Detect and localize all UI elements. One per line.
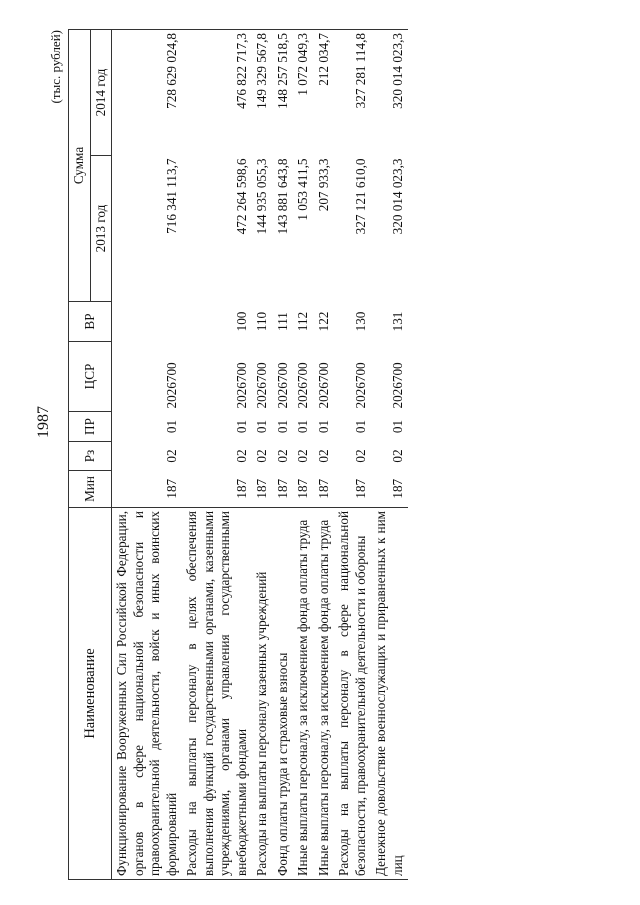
- row-rz: 02: [274, 449, 290, 463]
- row-min: 187: [233, 478, 249, 499]
- header-row: [69, 30, 91, 880]
- row-vr: 100: [233, 311, 249, 332]
- table-row: [252, 30, 273, 880]
- row-2014: 728 629 024,8: [112, 30, 183, 156]
- row-rz: 02: [389, 449, 405, 463]
- row-2014: 148 257 518,5: [273, 30, 294, 156]
- row-pr: 01: [315, 419, 331, 434]
- row-pr: 01: [389, 419, 405, 434]
- row-csr: 2026700: [233, 362, 249, 409]
- header-pr: ПР: [69, 412, 112, 442]
- row-rz: 02: [163, 449, 179, 463]
- row-rz: 02: [233, 449, 249, 463]
- header-2014: 2014 год: [90, 30, 112, 156]
- row-2014: 149 329 567,8: [252, 30, 273, 156]
- row-2013: 327 121 610,0: [352, 158, 368, 235]
- row-name: Расходы на выплаты персоналу в сфере национальной безопасности, правоохранительной деятельности и обороны: [334, 508, 371, 880]
- row-csr: 2026700: [274, 362, 290, 409]
- row-min: 187: [274, 478, 290, 499]
- table-row: [273, 30, 294, 880]
- row-min: 187: [315, 478, 331, 499]
- rotated-page-content: [48, 30, 568, 880]
- header-sum: Сумма: [69, 30, 91, 302]
- row-name: Фонд оплаты труда и страховые взносы: [273, 508, 294, 880]
- row-rz: 02: [295, 449, 310, 463]
- row-min: 187: [352, 478, 368, 499]
- row-pr: 01: [352, 419, 368, 434]
- row-vr: 130: [352, 311, 368, 332]
- row-2014: 320 014 023,3: [371, 30, 408, 156]
- header-rz: Рз: [69, 442, 112, 471]
- row-min: 187: [389, 478, 405, 499]
- row-2013: 1 053 411,5: [295, 158, 310, 221]
- row-2013: 320 014 023,3: [389, 158, 405, 235]
- row-vr: [112, 302, 183, 342]
- row-vr: 111: [274, 312, 290, 331]
- table-row: [182, 30, 252, 880]
- row-pr: 01: [254, 419, 269, 434]
- row-csr: 2026700: [254, 362, 269, 409]
- row-csr: 2026700: [352, 362, 368, 409]
- row-vr: 112: [295, 311, 310, 332]
- header-2013: 2013 год: [90, 156, 112, 302]
- row-2014: 212 034,7: [314, 30, 335, 156]
- row-pr: 01: [233, 419, 249, 434]
- budget-table: [68, 29, 408, 880]
- row-name: Иные выплаты персоналу, за исключением фонда оплаты труда: [293, 508, 314, 880]
- row-vr: 131: [389, 311, 405, 332]
- row-csr: 2026700: [295, 362, 310, 409]
- row-vr: 110: [254, 311, 269, 332]
- header-vr: ВР: [69, 302, 112, 342]
- header-name: Наименование: [69, 508, 112, 880]
- header-min: Мин: [69, 471, 112, 508]
- row-name: Расходы на выплаты персоналу казенных учреждений: [252, 508, 273, 880]
- row-min: 187: [295, 478, 310, 499]
- row-rz: 02: [315, 449, 331, 463]
- row-csr: 2026700: [315, 362, 331, 409]
- table-row: [293, 30, 314, 880]
- table-row: [314, 30, 335, 880]
- header-csr: ЦСР: [69, 342, 112, 412]
- row-min: 187: [254, 478, 269, 499]
- row-vr: 122: [315, 311, 331, 332]
- page-number: 1987: [35, 406, 52, 438]
- row-name: Расходы на выплаты персоналу в целях обеспечения выполнения функций государственными органами, казенными учреждениями, органами управления государственными внебюджетными фондами: [182, 508, 252, 880]
- row-2014: 1 072 049,3: [293, 30, 314, 156]
- row-name: Иные выплаты персоналу, за исключением фонда оплаты труда: [314, 508, 335, 880]
- row-2013: 472 264 598,6: [233, 158, 249, 235]
- row-2013: 144 935 055,3: [254, 158, 269, 235]
- row-name: Денежное довольствие военнослужащих и приравненных к ним лиц: [371, 508, 408, 880]
- row-2013: 207 933,3: [315, 158, 331, 212]
- row-min: 187: [163, 478, 179, 499]
- row-rz: 02: [352, 449, 368, 463]
- row-csr: 2026700: [389, 362, 405, 409]
- row-csr: 2026700: [163, 362, 179, 409]
- row-2013: 143 881 643,8: [274, 158, 290, 235]
- row-pr: 01: [295, 419, 310, 434]
- row-name: Функционирование Вооруженных Сил Российской Федерации, органов в сфере национальной безопасности и правоохранительной деятельности, войск и иных воинских формирований: [112, 508, 183, 880]
- row-rz: 02: [254, 449, 269, 463]
- row-pr: 01: [163, 419, 179, 434]
- row-2013: 716 341 113,7: [163, 158, 179, 234]
- row-pr: 01: [274, 419, 290, 434]
- row-2014: 327 281 114,8: [334, 30, 371, 156]
- table-row: [371, 30, 408, 880]
- table-row: [112, 30, 183, 880]
- row-2014: 476 822 717,3: [182, 30, 252, 156]
- units-note: (тыс. рублей): [48, 30, 63, 104]
- table-row: [334, 30, 371, 880]
